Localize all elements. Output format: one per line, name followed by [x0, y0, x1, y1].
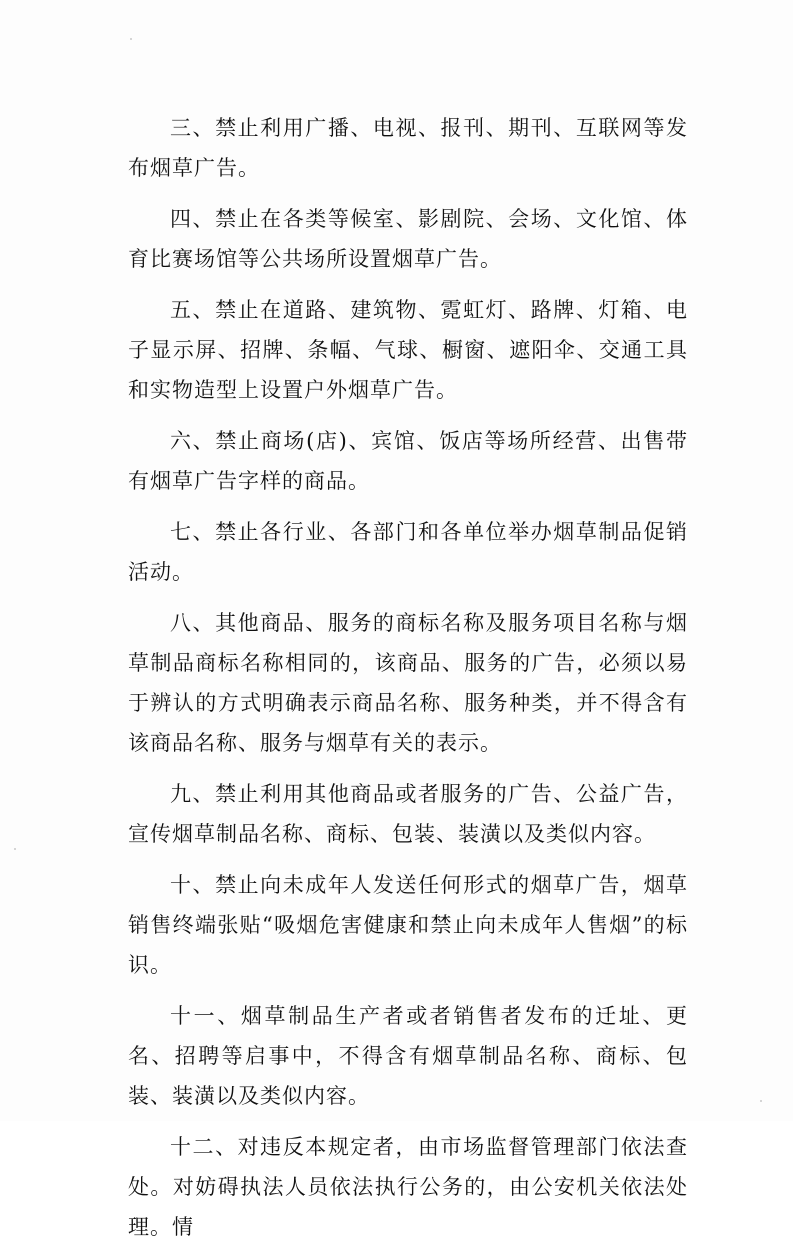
paragraph-8: 八、其他商品、服务的商标名称及服务项目名称与烟草制品商标名称相同的，该商品、服务的广告，必须以易于辨认的方式明确表示商品名称、服务种类，并不得含有该商品名称、服务与烟草有关的表示。 — [128, 611, 688, 755]
document-body — [128, 108, 688, 1247]
scan-speck — [760, 1100, 762, 1102]
paragraph-5: 五、禁止在道路、建筑物、霓虹灯、路牌、灯箱、电子显示屏、招牌、条幅、气球、橱窗、遮阳伞、交通工具和实物造型上设置户外烟草广告。 — [128, 298, 688, 402]
paragraph-11: 十一、烟草制品生产者或者销售者发布的迁址、更名、招聘等启事中，不得含有烟草制品名称、商标、包装、装潢以及类似内容。 — [128, 1004, 688, 1108]
paragraph-6: 六、禁止商场(店)、宾馆、饭店等场所经营、出售带有烟草广告字样的商品。 — [128, 429, 688, 493]
scan-speck — [130, 38, 132, 40]
paragraph-10: 十、禁止向未成年人发送任何形式的烟草广告，烟草销售终端张贴“吸烟危害健康和禁止向未成年人售烟”的标识。 — [128, 873, 688, 977]
paragraph-12: 十二、对违反本规定者，由市场监督管理部门依法查处。对妨碍执法人员依法执行公务的，由公安机关依法处理。情 — [128, 1135, 688, 1239]
paragraph-4: 四、禁止在各类等候室、影剧院、会场、文化馆、体育比赛场馆等公共场所设置烟草广告。 — [128, 207, 688, 271]
paragraph-9: 九、禁止利用其他商品或者服务的广告、公益广告，宣传烟草制品名称、商标、包装、装潢以及类似内容。 — [128, 782, 688, 846]
scan-speck — [14, 848, 16, 850]
paragraph-7: 七、禁止各行业、各部门和各单位举办烟草制品促销活动。 — [128, 520, 688, 584]
paragraph-3: 三、禁止利用广播、电视、报刊、期刊、互联网等发布烟草广告。 — [128, 116, 688, 180]
